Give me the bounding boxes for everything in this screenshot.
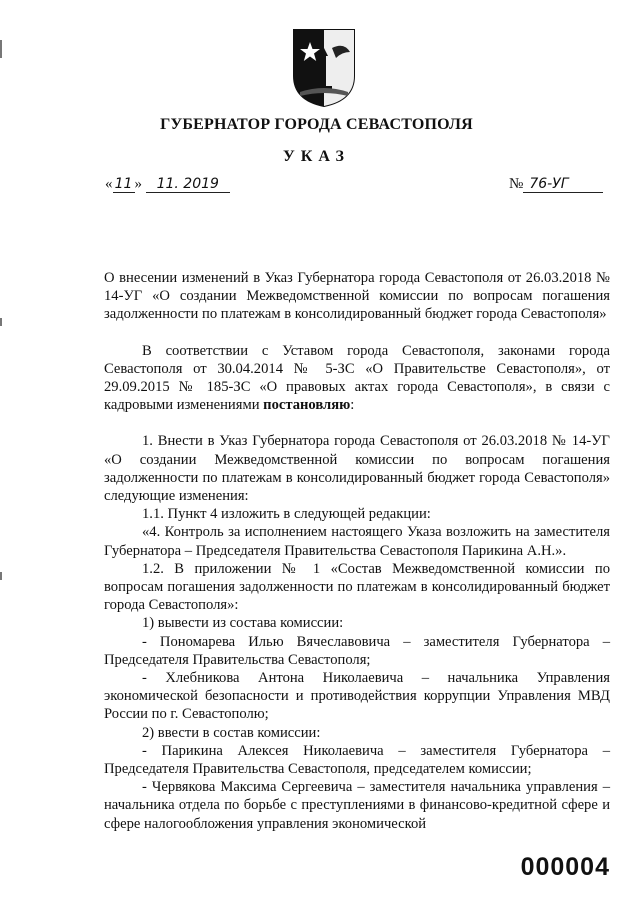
decree-item-1-1: 1.1. Пункт 4 изложить в следующей редакции:	[142, 506, 431, 523]
decree-member-added: - Червякова Максима Сергеевича – заместителя начальника управления – начальника отдела по борьбе с преступлениями в финансово-кредитной сфере и сфере налогообложения управления экономической	[104, 779, 610, 832]
decree-number: № 76-УГ	[509, 176, 603, 193]
decree-member-removed: - Пономарева Илью Вячеславовича – заместителя Губернатора – Председателя Правительства Севастополя;	[104, 633, 610, 668]
decree-body	[104, 269, 610, 833]
issuing-authority-title: ГУБЕРНАТОР ГОРОДА СЕВАСТОПОЛЯ	[160, 116, 473, 133]
page-number: 000004	[520, 853, 610, 881]
decree-item-1: 1. Внести в Указ Губернатора города Севастополя от 26.03.2018 № 14-УГ «О создании Межведомственной комиссии по вопросам погашения задолженности по платежам в консолидированный бюджет города Севастополя» следующие изменения:	[104, 433, 610, 505]
scan-edge-mark	[0, 40, 2, 58]
decree-preamble: В соответствии с Уставом города Севастополя, законами города Севастополя от 30.04.2014 № 5-ЗС «О Правительстве Севастополя», от 29.09.2015 № 185-ЗС «О правовых актах города Севастополя», в связи с кадровыми изменениями постановляю:	[104, 342, 610, 414]
date-day-handwritten: 11	[113, 176, 135, 193]
decree-member-removed: - Хлебникова Антона Николаевича – начальника Управления экономической безопасности и противодействия коррупции Управления МВД России по г. Севастополю;	[104, 670, 610, 723]
decree-date: « 11 » 11. 2019	[105, 176, 230, 193]
decree-item-1-2: 1.2. В приложении № 1 «Состав Межведомственной комиссии по вопросам погашения задолженности по платежам в консолидированный бюджет города Севастополя»:	[104, 560, 610, 614]
decree-subitem-add: 2) ввести в состав комиссии:	[142, 724, 321, 741]
decree-resolution-word: постановляю	[263, 397, 351, 414]
decree-item-1-1-text: «4. Контроль за исполнением настоящего Указа возложить на заместителя Губернатора – Председателя Правительства Севастополя Парикина А.Н.».	[104, 524, 610, 559]
date-month-year-handwritten: 11. 2019	[146, 176, 230, 193]
decree-subject: О внесении изменений в Указ Губернатора города Севастополя от 26.03.2018 № 14-УГ «О создании Межведомственной комиссии по вопросам погашения задолженности по платежам в консолидированный бюджет города Севастополя»	[104, 270, 610, 323]
scan-edge-mark	[0, 318, 2, 326]
document-type-title: УКАЗ	[283, 148, 350, 165]
decree-member-added: - Парикина Алексея Николаевича – заместителя Губернатора – Председателя Правительства Севастополя, председателем комиссии;	[104, 742, 610, 778]
decree-number-handwritten: 76-УГ	[523, 176, 603, 193]
sevastopol-coat-of-arms-icon	[288, 26, 360, 108]
scan-edge-mark	[0, 572, 2, 580]
decree-subitem-remove: 1) вывести из состава комиссии:	[142, 615, 344, 632]
